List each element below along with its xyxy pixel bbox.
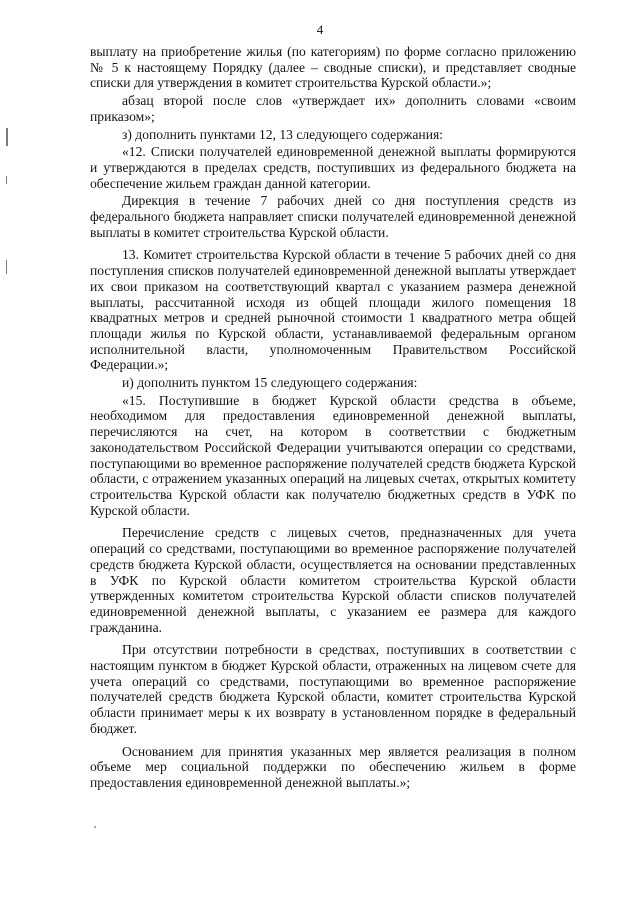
scan-artifact-mark bbox=[6, 176, 7, 184]
paragraph: При отсутствии потребности в средствах, поступивших в соответствии с настоящим пунктом в бюджет Курской области, отраженных на лицевом счете для учета операций со средствами, поступающими во временное распоряжение получателей средств бюджета Курской области, комитет строительства Курской области принимает меры к их возврату в установленном порядке в федеральный бюджет. bbox=[90, 642, 576, 736]
paragraph: и) дополнить пунктом 15 следующего содержания: bbox=[122, 375, 418, 391]
scan-artifact-dot bbox=[94, 826, 96, 828]
paragraph: Дирекция в течение 7 рабочих дней со дня поступления средств из федерального бюджета направляет списки получателей единовременной денежной выплаты в комитет строительства Курской области. bbox=[90, 193, 576, 240]
scan-artifact-mark bbox=[6, 128, 8, 146]
page-number: 4 bbox=[316, 22, 324, 37]
paragraph: «15. Поступившие в бюджет Курской области средства в объеме, необходимом для предоставления единовременной денежной выплаты, перечисляются на счет, на котором в соответствии с бюджетным законодательством Российской Федерации учитываются операции со средствами, поступающими во временное распоряжение получателей средств бюджета Курской области, с отражением указанных операций на лицевых счетах, открытых комитету строительства Курской области как получателю бюджетных средств в УФК по Курской области. bbox=[90, 392, 576, 518]
document-body bbox=[90, 44, 576, 793]
paragraph: выплату на приобретение жилья (по категориям) по форме согласно приложению № 5 к настоящему Порядку (далее – сводные списки), и представляет сводные списки для утверждения в комитет строительства Курской области.»; bbox=[90, 44, 576, 91]
paragraph: 13. Комитет строительства Курской области в течение 5 рабочих дней со дня поступления списков получателей единовременной денежной выплаты утверждает их свои приказом на соответствующий квартал с указанием размера денежной выплаты, рассчитанной исходя из общей площади жилого помещения 18 квадратных метров и средней рыночной стоимости 1 квадратного метра общей площади жилья по Курской области, устанавливаемой федеральным органом исполнительной власти, уполномоченным Правительством Российской Федерации.»; bbox=[90, 247, 576, 373]
paragraph: Основанием для принятия указанных мер является реализация в полном объеме мер социальной поддержки по обеспечению жильем в форме предоставления единовременной денежной выплаты.»; bbox=[90, 743, 576, 790]
paragraph: з) дополнить пунктами 12, 13 следующего содержания: bbox=[122, 126, 444, 142]
paragraph: Перечисление средств с лицевых счетов, предназначенных для учета операций со средствами, поступающими во временное распоряжение получателей средств бюджета Курской области, осуществляется на основании представленных в УФК по Курской области комитетом строительства Курской области утвержденных комитетом строительства Курской области списков получателей единовременной денежной выплаты, с указанием ее размера для каждого гражданина. bbox=[90, 525, 576, 635]
scan-artifact-mark bbox=[6, 260, 7, 274]
paragraph: «12. Списки получателей единовременной денежной выплаты формируются и утверждаются в пределах средств, поступивших из федерального бюджета на обеспечение жильем граждан данной категории. bbox=[90, 144, 576, 191]
paragraph: абзац второй после слов «утверждает их» дополнить словами «своим приказом»; bbox=[90, 93, 576, 124]
